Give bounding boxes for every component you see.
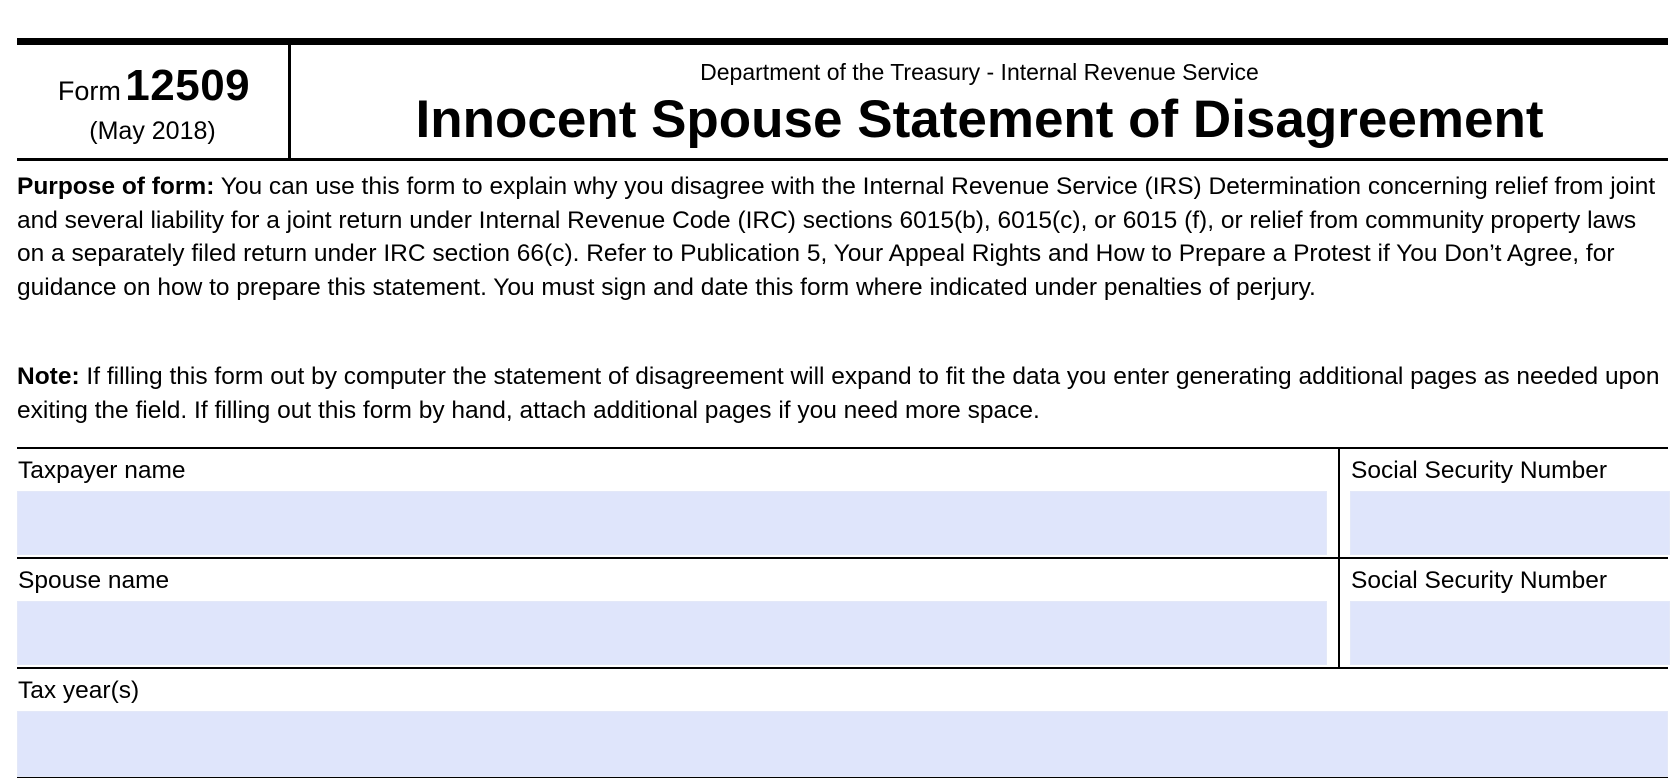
form-date: (May 2018)	[89, 117, 216, 145]
spouse-ssn-field	[1338, 559, 1668, 667]
purpose-paragraph	[17, 170, 1668, 304]
note-text: If filling this form out by computer the statement of disagreement will expand to fit the data you enter generating additional pages as needed upon exiting the field. If filling out this form by hand, attach additional pages if you need more space.	[17, 363, 1660, 424]
tax-years-row	[17, 667, 1668, 778]
form-header	[17, 45, 1668, 161]
spouse-row	[17, 557, 1668, 667]
purpose-lead: Purpose of form:	[17, 173, 215, 200]
taxpayer-name-field	[17, 449, 1338, 557]
top-rule	[17, 38, 1668, 45]
spouse-ssn-label: Social Security Number	[1351, 567, 1607, 594]
taxpayer-name-input[interactable]	[17, 491, 1327, 555]
department-name: Department of the Treasury - Internal Revenue Service	[700, 59, 1259, 85]
form-title: Innocent Spouse Statement of Disagreement	[415, 90, 1544, 149]
taxpayer-ssn-label: Social Security Number	[1351, 457, 1607, 484]
tax-years-input[interactable]	[17, 711, 1668, 777]
note-paragraph	[17, 360, 1668, 427]
spouse-name-label: Spouse name	[18, 567, 170, 594]
taxpayer-name-label: Taxpayer name	[18, 457, 186, 484]
spouse-ssn-input[interactable]	[1350, 601, 1670, 665]
form-id-box	[17, 45, 291, 161]
taxpayer-ssn-field	[1338, 449, 1668, 557]
note-lead: Note:	[17, 363, 80, 390]
form-id-line	[17, 61, 291, 111]
taxpayer-row	[17, 447, 1668, 557]
form-number: 12509	[125, 61, 251, 110]
taxpayer-ssn-input[interactable]	[1350, 491, 1670, 555]
tax-years-label: Tax year(s)	[18, 677, 140, 704]
purpose-text: You can use this form to explain why you disagree with the Internal Revenue Service (IRS) Determination concerning relief from joint and several liability for a joint return under Internal Revenue Code (IRC) sections 6015(b), 6015(c), or 6015 (f), or relief from community property laws on a separately filed return under IRC section 66(c). Refer to Publication 5, Your Appeal Rights and How to Prepare a Protest if You Don’t Agree, for guidance on how to prepare this statement. You must sign and date this form where indicated under penalties of perjury.	[17, 173, 1656, 301]
spouse-name-input[interactable]	[17, 601, 1327, 665]
form-word: Form	[57, 76, 121, 106]
tax-years-field	[17, 669, 1668, 777]
spouse-name-field	[17, 559, 1338, 667]
form-page	[17, 0, 1668, 778]
